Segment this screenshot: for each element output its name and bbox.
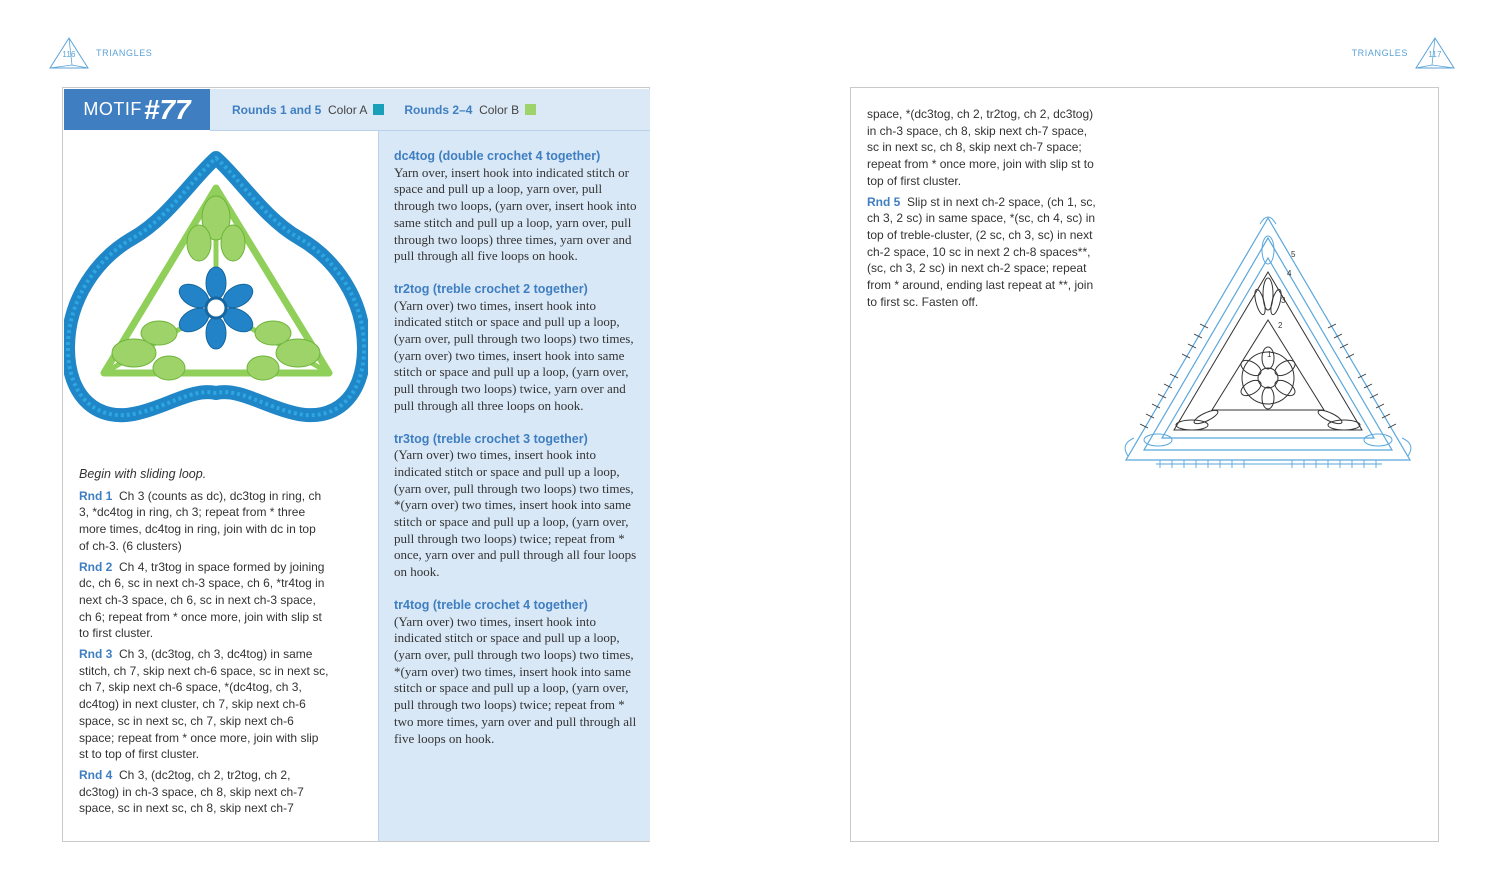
color-key-item	[404, 103, 536, 117]
definition-tr2tog	[394, 281, 638, 415]
round-1	[79, 488, 329, 555]
diagram-label-1: 1	[1267, 350, 1272, 359]
round-label: Rnd 5	[867, 194, 901, 209]
round-4	[79, 767, 329, 817]
pattern-instructions-continued	[867, 106, 1099, 314]
definition-term: dc4tog (double crochet 4 together)	[394, 149, 601, 163]
stitch-definitions	[394, 148, 638, 763]
round-label: Rnd 4	[79, 767, 113, 782]
section-title: TRIANGLES	[96, 48, 153, 58]
motif-number: #77	[143, 93, 191, 125]
page-triangle-icon	[1414, 36, 1456, 70]
diagram-label-3: 3	[1281, 296, 1286, 305]
page-triangle-icon	[48, 36, 90, 70]
definition-text: (Yarn over) two times, insert hook into indicated stitch or space and pull up a loop, (yarn over, pull through two loops) two times, *(yarn over) two times, insert hook into same stitch or space and pull up a loop, (yarn over, pull through two loops) twice; repeat from * once, yarn over and pull through all four loops on hook.	[394, 447, 637, 580]
color-key-item	[232, 103, 384, 117]
round-text: Ch 3 (counts as dc), dc3tog in ring, ch 3, *dc4tog in ring, ch 3; repeat from * three more times, dc4tog in ring, join with dc in top of ch-3. (6 clusters)	[79, 488, 322, 553]
round-text: Ch 4, tr3tog in space formed by joining dc, ch 6, sc in next ch-3 space, ch 6, *tr4tog in next ch-3 space, ch 6, sc in next ch-3 space, ch 6; repeat from * once more, join with slip st to first cluster.	[79, 559, 325, 641]
round-text: Slip st in next ch-2 space, (ch 1, sc, ch 3, 2 sc) in same space, *(sc, ch 4, sc) in top of treble-cluster, (2 sc, ch 3, sc) in next ch-2 space, 10 sc in next 2 ch-8 spaces**, (sc, ch 3, 2 sc) in next ch-2 space; repeat from * around, ending last repeat at **, join to first sc. Fasten off.	[867, 194, 1096, 309]
page-number: 116	[62, 50, 76, 59]
diagram-label-5: 5	[1291, 250, 1296, 259]
definition-dc4tog	[394, 148, 638, 265]
color-a-swatch	[373, 104, 384, 115]
color-key-color: Color B	[479, 102, 520, 117]
motif-word: MOTIF	[83, 99, 142, 119]
intro-text: Begin with sliding loop.	[79, 467, 207, 481]
motif-title	[64, 89, 210, 130]
color-b-swatch	[525, 104, 536, 115]
color-key-rounds: Rounds 1 and 5	[232, 102, 322, 117]
round-2	[79, 559, 329, 643]
color-key-color: Color A	[328, 102, 368, 117]
color-key	[210, 89, 650, 131]
definition-text: Yarn over, insert hook into indicated stitch or space and pull up a loop, yarn over, pull through two loops, (yarn over, insert hook into same stitch and pull up a loop, yarn over, pull through two loops) three times, yarn over and pull through all five loops on hook.	[394, 164, 637, 264]
motif-photo	[64, 148, 368, 448]
round-4-continued: space, *(dc3tog, ch 2, tr2tog, ch 2, dc3tog) in ch-3 space, ch 8, skip next ch-7 space, sc in next sc, ch 8, skip next ch-7 space; repeat from * once more, join with slip st to top of first cluster.	[867, 107, 1094, 188]
running-head-right	[1352, 36, 1456, 70]
round-text: Ch 3, (dc2tog, ch 2, tr2tog, ch 2, dc3tog) in ch-3 space, ch 8, skip next ch-7 space, sc in next sc, ch 8, skip next ch-7	[79, 767, 304, 816]
diagram-label-2: 2	[1278, 321, 1283, 330]
round-label: Rnd 1	[79, 488, 113, 503]
running-head-left	[48, 36, 152, 70]
round-text: Ch 3, (dc3tog, ch 3, dc4tog) in same stitch, ch 7, skip next ch-6 space, sc in next sc, ch 7, skip next ch-6 space, *(dc4tog, ch 3, dc4tog) in next cluster, ch 7, skip next ch-6 space, sc in next sc, ch 7, skip next ch-6 space; repeat from * once more, join with slip st to top of first cluster.	[79, 647, 329, 762]
round-3	[79, 646, 329, 763]
round-label: Rnd 2	[79, 559, 113, 574]
definition-term: tr2tog (treble crochet 2 together)	[394, 281, 588, 296]
diagram-label-4: 4	[1287, 269, 1292, 278]
definition-tr4tog	[394, 597, 638, 747]
definition-text: (Yarn over) two times, insert hook into indicated stitch or space and pull up a loop, (yarn over, pull through two loops) two times, *(yarn over) two times, insert hook into same stitch or space and pull up a loop, (yarn over, pull through two loops) twice; repeat from * two more times, yarn over and pull through all five loops on hook.	[394, 613, 637, 746]
stitch-diagram	[1120, 210, 1416, 482]
definition-term: tr4tog (treble crochet 4 together)	[394, 597, 588, 612]
color-key-rounds: Rounds 2–4	[404, 102, 473, 117]
round-label: Rnd 3	[79, 647, 113, 662]
definition-text: (Yarn over) two times, insert hook into indicated stitch or space and pull up a loop, (yarn over, pull through two loops) two times, (yarn over) two times, insert hook into same stitch or space and pull up a loop, (yarn over, pull through two loops) twice, yarn over and pull through all three loops on hook.	[394, 297, 634, 413]
definition-tr3tog	[394, 431, 638, 581]
pattern-instructions	[79, 466, 329, 821]
section-title: TRIANGLES	[1351, 48, 1408, 58]
page-number: 117	[1428, 50, 1442, 59]
round-5	[867, 194, 1099, 311]
definition-term: tr3tog (treble crochet 3 together)	[394, 431, 588, 446]
